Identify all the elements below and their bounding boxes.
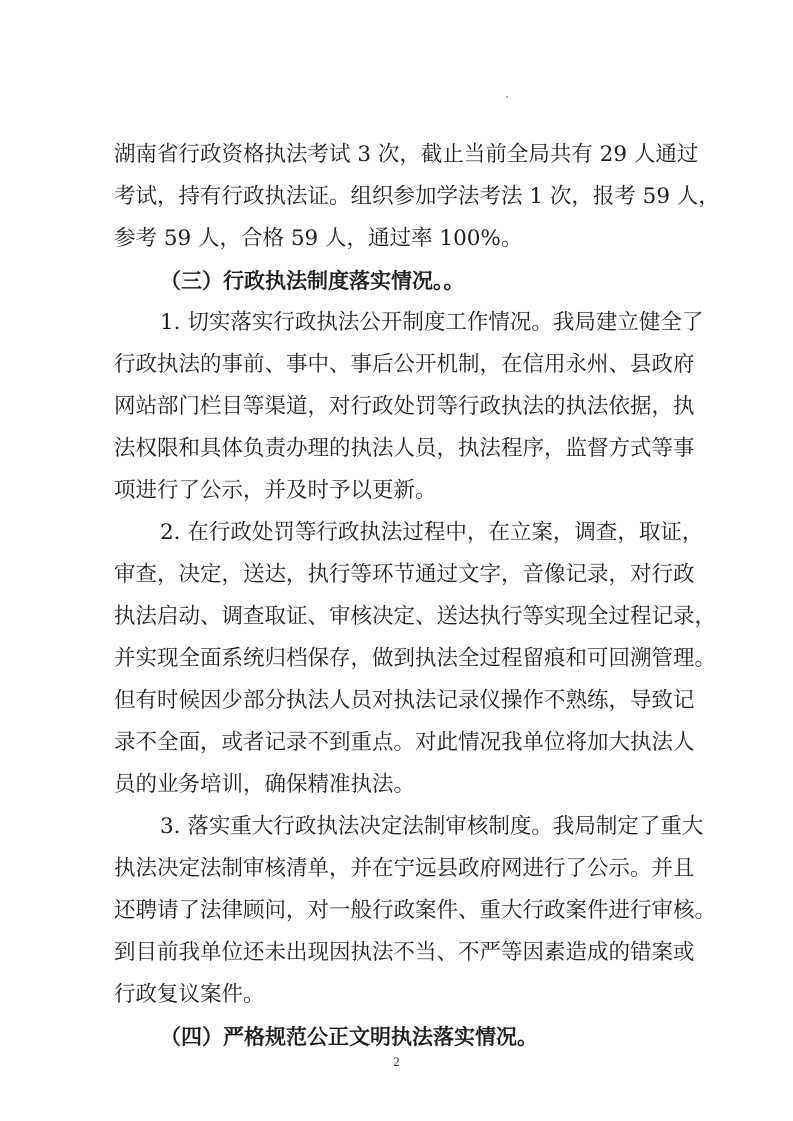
paragraph-line: 网站部门栏目等渠道，对行政处罚等行政执法的执法依据，执 <box>114 394 695 419</box>
paragraph-line: 执法启动、调查取证、审核决定、送达执行等实现全过程记录， <box>114 604 717 629</box>
paragraph-line: 员的业务培训，确保精准执法。 <box>114 772 416 797</box>
paragraph-line: 湖南省行政资格执法考试 3 次，截止当前全局共有 29 人通过 <box>114 142 699 167</box>
paragraph-line: 到目前我单位还未出现因执法不当、不严等因素造成的错案或 <box>114 940 695 965</box>
section-heading: （四）严格规范公正文明执法落实情况。 <box>160 1025 538 1049</box>
paragraph-line: 参考 59 人，合格 59 人，通过率 100%。 <box>114 226 523 251</box>
paragraph-line: 1. 切实落实行政执法公开制度工作情况。我局建立健全了 <box>160 310 704 335</box>
paragraph-line: 还聘请了法律顾问，对一般行政案件、重大行政案件进行审核。 <box>114 898 717 923</box>
paragraph-line: 3. 落实重大行政执法决定法制审核制度。我局制定了重大 <box>160 814 704 839</box>
paragraph-line: 考试，持有行政执法证。组织参加学法考法 1 次，报考 59 人， <box>114 184 720 209</box>
paragraph-line: 录不全面，或者记录不到重点。对此情况我单位将加大执法人 <box>114 730 695 755</box>
document-body <box>114 134 720 1058</box>
paragraph-line: 行政执法的事前、事中、事后公开机制，在信用永州、县政府 <box>114 352 695 377</box>
paragraph-line: 行政复议案件。 <box>114 982 265 1007</box>
paragraph-line: 审查，决定，送达，执行等环节通过文字，音像记录，对行政 <box>114 562 695 587</box>
paragraph-line: 执法决定法制审核清单，并在宁远县政府网进行了公示。并且 <box>114 856 695 881</box>
scan-speck <box>506 96 508 98</box>
section-heading: （三）行政执法制度落实情况。。 <box>160 269 465 293</box>
paragraph-line: 法权限和具体负责办理的执法人员，执法程序，监督方式等事 <box>114 436 695 461</box>
paragraph-line: 但有时候因少部分执法人员对执法记录仪操作不熟练，导致记 <box>114 688 695 713</box>
paragraph-line: 并实现全面系统归档保存，做到执法全过程留痕和可回溯管理。 <box>114 646 717 671</box>
page-number: 2 <box>393 1054 400 1069</box>
paragraph-line: 项进行了公示，并及时予以更新。 <box>114 478 437 503</box>
paragraph-line: 2. 在行政处罚等行政执法过程中，在立案，调查，取证， <box>160 520 704 545</box>
